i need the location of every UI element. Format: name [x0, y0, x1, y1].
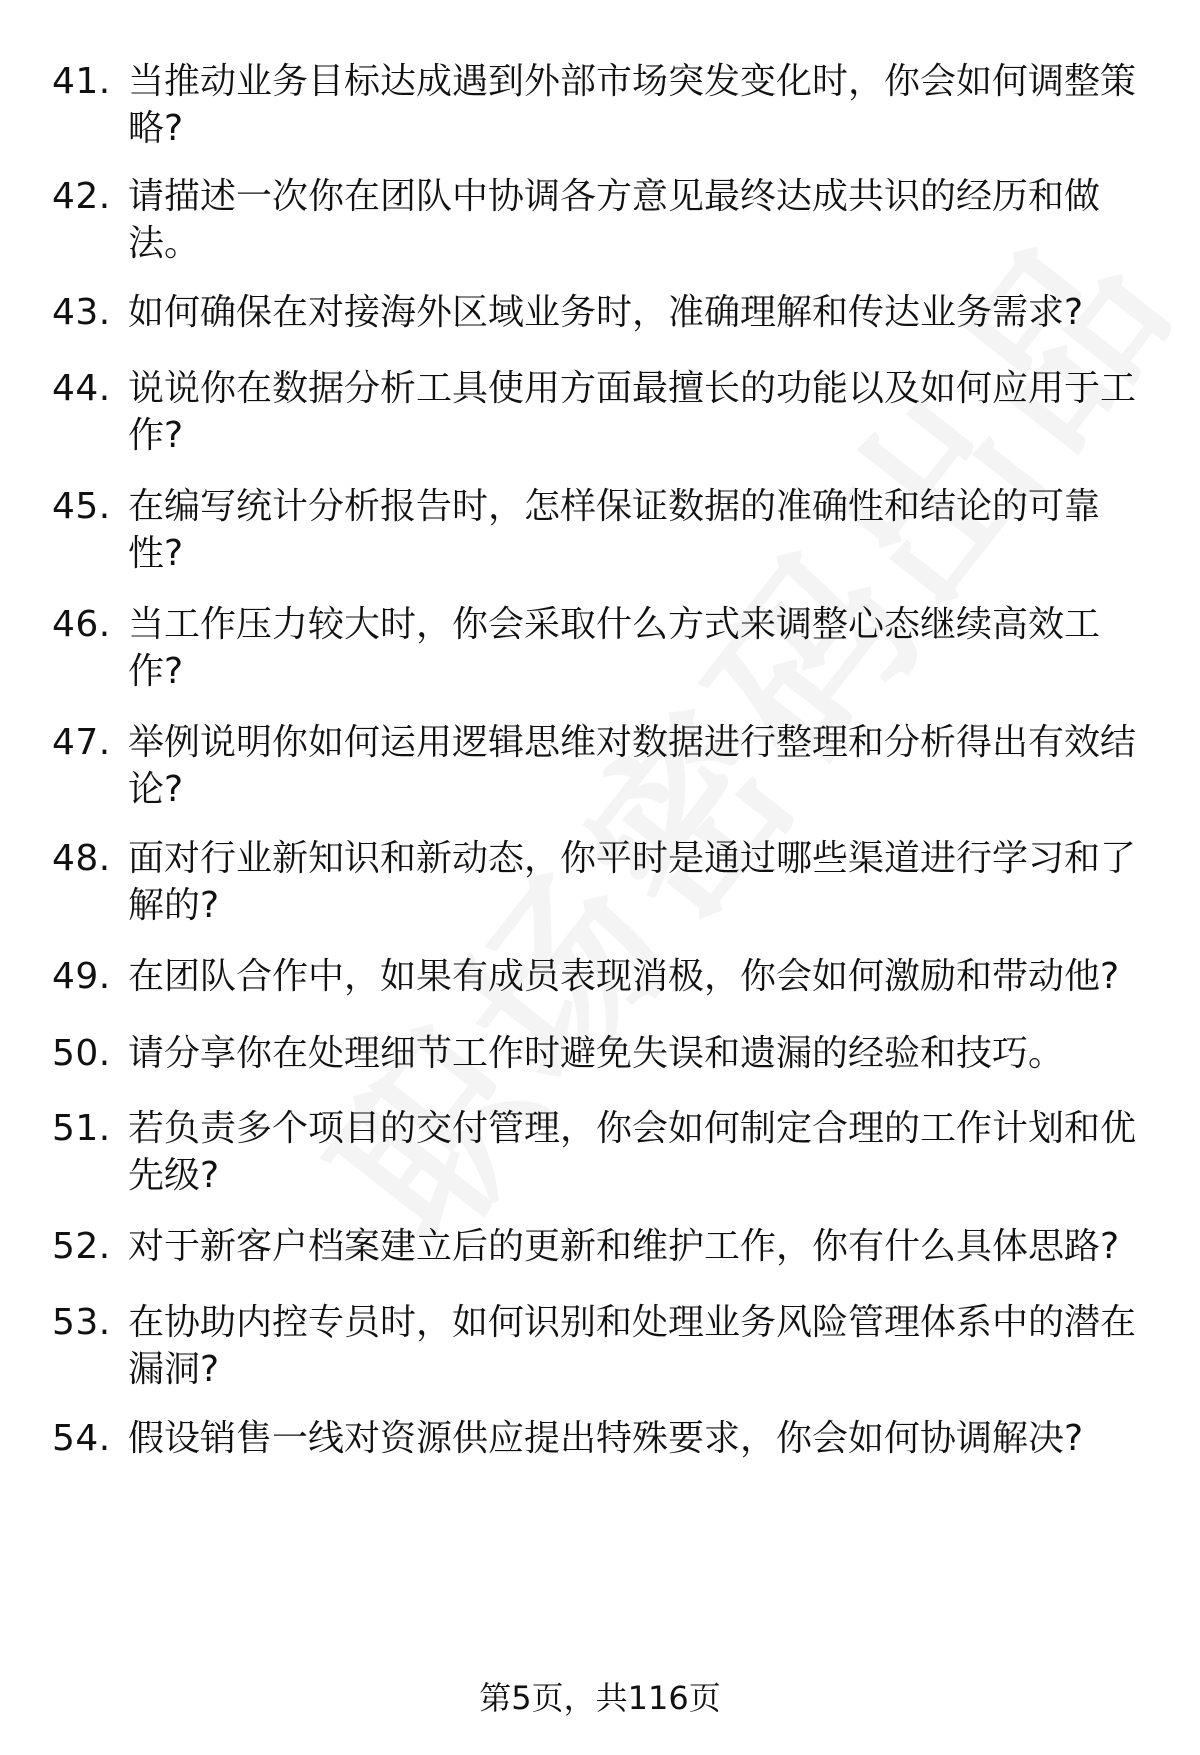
question-number: 42.: [52, 176, 111, 217]
question-number: 53.: [52, 1302, 111, 1343]
question-text: 在编写统计分析报告时，怎样保证数据的准确性和结论的可靠性?: [128, 486, 1101, 574]
question-number: 41.: [52, 61, 111, 102]
question-text: 举例说明你如何运用逻辑思维对数据进行整理和分析得出有效结论?: [128, 722, 1137, 810]
question-text: 当推动业务目标达成遇到外部市场突发变化时，你会如何调整策略?: [128, 61, 1137, 149]
question-number: 50.: [52, 1033, 111, 1074]
question-number: 45.: [52, 486, 111, 527]
question-text: 说说你在数据分析工具使用方面最擅长的功能以及如何应用于工作?: [128, 368, 1137, 456]
question-number: 48.: [52, 838, 111, 879]
question-text: 若负责多个项目的交付管理，你会如何制定合理的工作计划和优先级?: [128, 1108, 1137, 1196]
question-number: 43.: [52, 292, 111, 333]
question-text: 请分享你在处理细节工作时避免失误和遗漏的经验和技巧。: [128, 1033, 1065, 1074]
question-number: 49.: [52, 956, 111, 997]
question-text: 请描述一次你在团队中协调各方意见最终达成共识的经历和做法。: [128, 176, 1101, 264]
question-text: 面对行业新知识和新动态，你平时是通过哪些渠道进行学习和了解的?: [128, 838, 1137, 926]
question-text: 在团队合作中，如果有成员表现消极，你会如何激励和带动他?: [128, 956, 1120, 997]
question-number: 46.: [52, 604, 111, 645]
question-number: 47.: [52, 722, 111, 763]
question-text: 在协助内控专员时，如何识别和处理业务风险管理体系中的潜在漏洞?: [128, 1302, 1137, 1390]
question-text: 对于新客户档案建立后的更新和维护工作，你有什么具体思路?: [128, 1226, 1120, 1267]
question-text: 假设销售一线对资源供应提出特殊要求，你会如何协调解决?: [128, 1418, 1084, 1459]
question-text: 当工作压力较大时，你会采取什么方式来调整心态继续高效工作?: [128, 604, 1101, 692]
page-footer: 第5页，共116页: [479, 1679, 721, 1717]
question-number: 51.: [52, 1108, 111, 1149]
question-number: 44.: [52, 368, 111, 409]
question-text: 如何确保在对接海外区域业务时，准确理解和传达业务需求?: [128, 292, 1084, 333]
question-number: 52.: [52, 1226, 111, 1267]
question-number: 54.: [52, 1418, 111, 1459]
